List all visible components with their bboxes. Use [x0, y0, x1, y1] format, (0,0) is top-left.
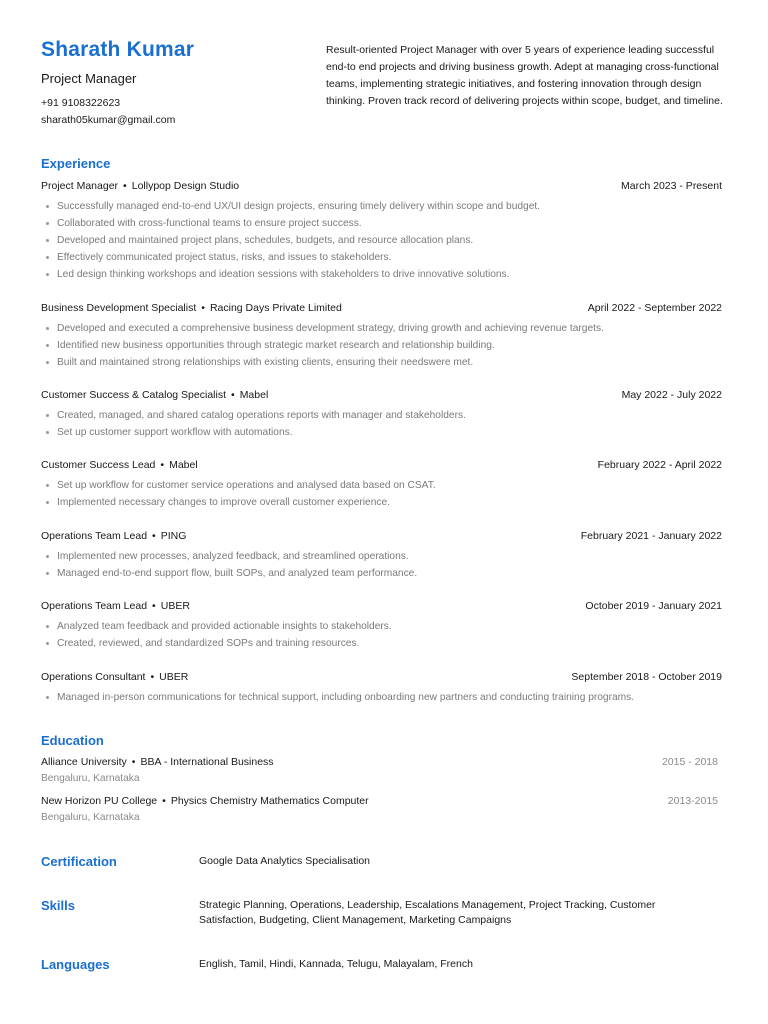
school-name: Alliance University — [41, 756, 127, 768]
job-bullet: Set up customer support workflow with automations. — [41, 424, 722, 441]
job-bullet: Developed and executed a comprehensive business development strategy, driving growth and achieving revenue targets. — [41, 320, 722, 337]
skills-text: Strategic Planning, Operations, Leadership, Escalations Management, Project Tracking, Customer Satisfaction, Budgeting, Client Management, Marketing Campaigns — [199, 899, 656, 926]
school-name: New Horizon PU College — [41, 795, 158, 807]
separator-dot: • — [162, 795, 166, 807]
languages-text: English, Tamil, Hindi, Kannada, Telugu, Malayalam, French — [199, 958, 473, 970]
job-bullet: Effectively communicated project status, risks, and issues to stakeholders. — [41, 249, 722, 266]
job-company: UBER — [160, 600, 190, 612]
job-bullets — [41, 689, 722, 706]
degree-name: Physics Chemistry Mathematics Computer — [170, 795, 369, 807]
job-company: Mabel — [239, 389, 269, 401]
job-entry — [41, 671, 722, 706]
education-entry — [41, 756, 718, 784]
job-title: Customer Success Lead — [41, 459, 156, 471]
education-title-line — [41, 756, 274, 770]
job-title-line — [41, 671, 188, 685]
job-title: Operations Consultant — [41, 671, 146, 683]
job-title-line — [41, 459, 198, 473]
job-title: Project Manager — [41, 180, 119, 192]
degree-name: BBA - International Business — [140, 756, 274, 768]
job-title-line — [41, 600, 190, 614]
education-location: Bengaluru, Karnataka — [41, 773, 140, 784]
experience-heading: Experience — [41, 156, 111, 171]
job-title-line — [41, 302, 342, 316]
separator-dot: • — [150, 671, 155, 683]
job-entry — [41, 302, 722, 371]
job-company: Mabel — [169, 459, 198, 471]
job-bullet: Implemented necessary changes to improve overall customer experience. — [41, 494, 722, 511]
separator-dot: • — [231, 389, 235, 401]
education-entry — [41, 795, 718, 823]
job-title: Customer Success & Catalog Specialist — [41, 389, 226, 401]
job-dates: February 2021 - January 2022 — [580, 530, 722, 542]
job-company: UBER — [159, 671, 189, 683]
job-dates: February 2022 - April 2022 — [597, 459, 722, 471]
separator-dot: • — [131, 756, 136, 768]
job-dates: October 2019 - January 2021 — [585, 600, 722, 612]
job-bullet: Implemented new processes, analyzed feedback, and streamlined operations. — [41, 548, 722, 565]
job-bullets — [41, 618, 722, 652]
certification-text: Google Data Analytics Specialisation — [199, 855, 371, 867]
job-entry — [41, 389, 722, 441]
job-company: PING — [160, 530, 187, 542]
education-location: Bengaluru, Karnataka — [41, 812, 140, 823]
job-bullet: Built and maintained strong relationships with existing clients, ensuring their needswere met. — [41, 354, 722, 371]
job-entry — [41, 530, 722, 582]
job-bullet: Analyzed team feedback and provided actionable insights to stakeholders. — [41, 618, 722, 635]
job-bullet: Managed end-to-end support flow, built SOPs, and analyzed team performance. — [41, 565, 722, 582]
job-dates: April 2022 - September 2022 — [587, 302, 722, 314]
education-years: 2015 - 2018 — [661, 756, 718, 768]
job-bullet: Identified new business opportunities through strategic market research and relationship building. — [41, 337, 722, 354]
job-entry — [41, 180, 722, 283]
separator-dot: • — [123, 180, 127, 192]
job-bullet: Managed in-person communications for technical support, including onboarding new partners and conducting training programs. — [41, 689, 722, 706]
job-title-line — [41, 530, 186, 544]
job-bullet: Developed and maintained project plans, schedules, budgets, and resource allocation plans. — [41, 232, 722, 249]
separator-dot: • — [201, 302, 205, 314]
job-bullets — [41, 320, 722, 371]
job-bullets — [41, 198, 722, 283]
job-bullet: Successfully managed end-to-end UX/UI design projects, ensuring timely delivery within scope and budget. — [41, 198, 722, 215]
job-title: Operations Team Lead — [41, 530, 148, 542]
languages-heading: Languages — [41, 957, 110, 972]
job-entry — [41, 459, 722, 511]
job-dates: May 2022 - July 2022 — [621, 389, 722, 401]
job-title-line — [41, 180, 239, 194]
job-bullet: Set up workflow for customer service operations and analysed data based on CSAT. — [41, 477, 722, 494]
certification-heading: Certification — [41, 854, 117, 869]
job-bullet: Created, managed, and shared catalog operations reports with manager and stakeholders. — [41, 407, 722, 424]
job-title: Operations Team Lead — [41, 600, 148, 612]
job-company: Lollypop Design Studio — [131, 180, 240, 192]
job-dates: September 2018 - October 2019 — [571, 671, 722, 683]
separator-dot: • — [152, 530, 156, 542]
job-dates: March 2023 - Present — [621, 180, 722, 192]
phone-number: +91 9108322623 — [41, 97, 121, 109]
job-entry — [41, 600, 722, 652]
profile-summary: Result-oriented Project Manager with over 5 years of experience leading successful end-to end projects and driving business growth. Adept at managing cross-functional teams, implementing strategic initiatives, and fostering innovation through design thinking. Proven track record of delivering projects within scope, budget, and timeline. — [326, 44, 723, 107]
skills-heading: Skills — [41, 898, 75, 913]
job-bullets — [41, 477, 722, 511]
separator-dot: • — [152, 600, 156, 612]
job-company: Racing Days Private Limited — [209, 302, 342, 314]
education-years: 2013-2015 — [667, 795, 718, 807]
candidate-name: Sharath Kumar — [41, 38, 195, 61]
job-title: Business Development Specialist — [41, 302, 197, 314]
candidate-role: Project Manager — [41, 71, 137, 86]
job-bullet: Led design thinking workshops and ideation sessions with stakeholders to drive innovative solutions. — [41, 266, 722, 283]
education-title-line — [41, 795, 369, 809]
job-bullet: Collaborated with cross-functional teams to ensure project success. — [41, 215, 722, 232]
job-bullets — [41, 407, 722, 441]
education-heading: Education — [41, 733, 104, 748]
job-bullets — [41, 548, 722, 582]
job-title-line — [41, 389, 268, 403]
email-address: sharath05kumar@gmail.com — [41, 114, 176, 126]
separator-dot: • — [160, 459, 165, 471]
job-bullet: Created, reviewed, and standardized SOPs and training resources. — [41, 635, 722, 652]
